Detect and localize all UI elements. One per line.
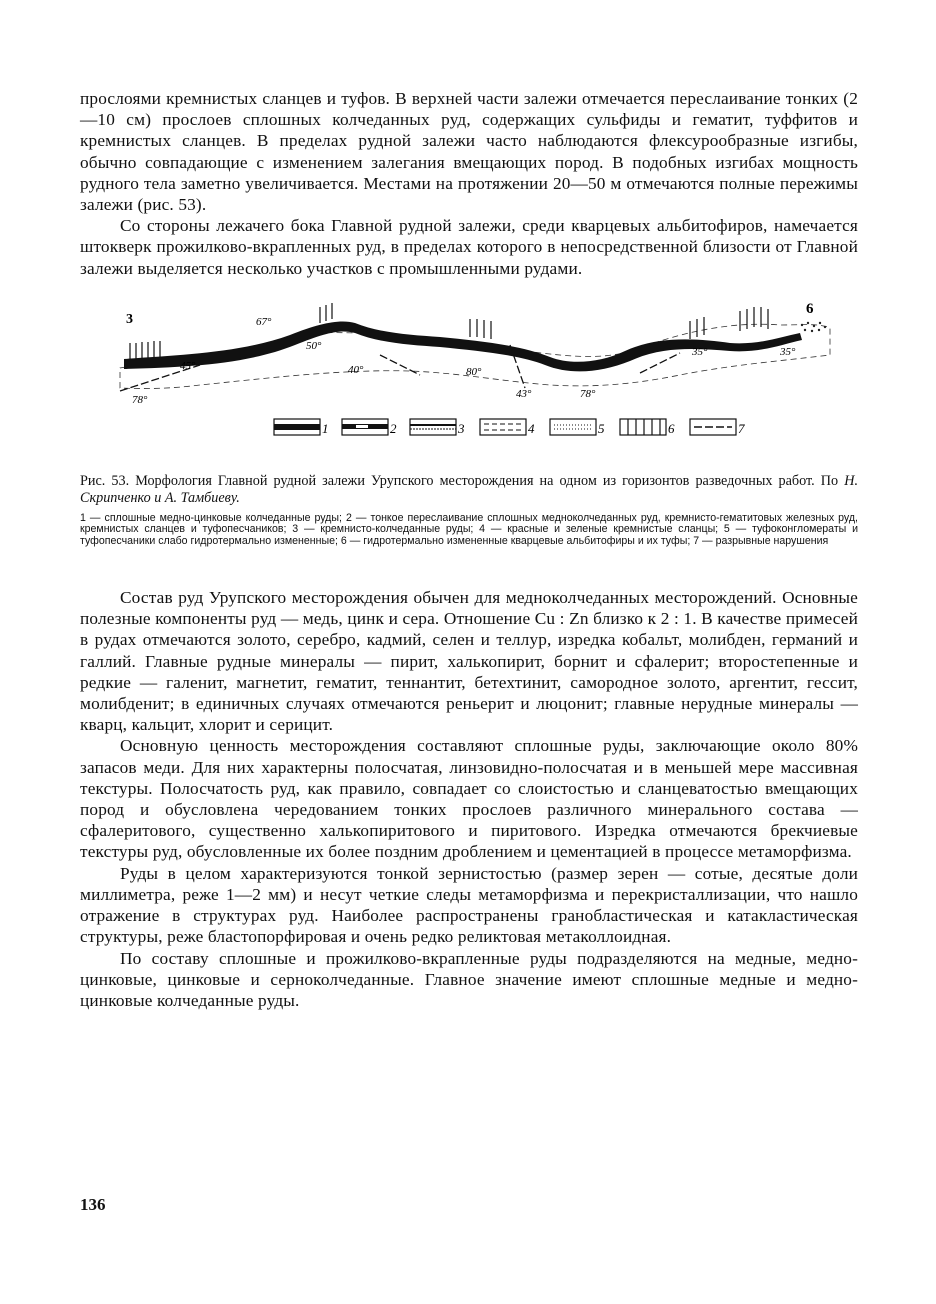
legend-item-4	[480, 419, 535, 436]
legend-number: 4	[528, 420, 535, 436]
legend-number: 7	[738, 420, 745, 436]
legend-item-2	[342, 419, 397, 436]
dip-label: 40°	[348, 363, 364, 376]
dip-label: 67°	[256, 315, 272, 328]
legend-item-6	[620, 419, 675, 436]
paragraph: Состав руд Урупского месторождения обычен для медноколчеданных месторождений. Основные полезные компоненты руд — медь, цинк и сера. Отношение Cu : Zn близко к 2 : 1. В качестве примесей в рудах отмечаются золото, серебро, кадмий, селен и теллур, изредка кобальт, молибден, германий и галлий. Главные рудные минералы — пирит, халькопирит, борнит и сфалерит; второстепенные и редкие — галенит, магнетит, гематит, теннантит, бетехтинит, самородное золото, аргентит, гессит, молибденит; в единичных случаях отмечаются реньерит и люцонит; главные нерудные минералы — кварц, кальцит, хлорит и серицит.	[80, 588, 858, 735]
dip-label: 78°	[580, 387, 596, 400]
caption-main: Рис. 53. Морфология Главной рудной залежи Урупского месторождения на одном из горизонтов разведочных работ. По	[80, 472, 845, 489]
figure-caption	[80, 473, 858, 507]
legend-number: 6	[668, 420, 675, 436]
paragraph: Руды в целом характеризуются тонкой зернистостью (размер зерен — сотые, десятые доли миллиметра, реже 1—2 мм) и несут четкие следы метаморфизма и перекристаллизации, что нашло отражение в структурах руд. Наиболее распространены гранобластическая и катакластическая структуры, реже бластопорфировая и очень редко реликтовая метаколлоидная.	[80, 863, 858, 947]
legend-item-3	[410, 419, 465, 436]
geologic-section-figure	[80, 293, 858, 471]
dip-label: 80°	[466, 365, 482, 378]
paragraph: Основную ценность месторождения составляют сплошные руды, заключающие около 80% запасов меди. Для них характерны полосчатая, линзовидно-полосчатая и в меньшей мере массивная текстуры. Полосчатость руд, как правило, совпадает со слоистостью и сланцеватостью вмещающих пород и обусловлена чередованием тонких прослоев различного минерального состава — сфалеритового, существенно халькопиритового и пиритового. Изредка отмечаются брекчиевые текстуры руд, обусловленные их более поздним дроблением и цементацией в процессе метаморфизма.	[80, 736, 858, 862]
legend-item-7	[690, 419, 745, 436]
section-label-right: 6	[806, 300, 814, 317]
page-number: 136	[80, 1195, 106, 1214]
section-label-left: 3	[126, 311, 133, 327]
paragraph: Со стороны лежачего бока Главной рудной залежи, среди кварцевых альбитофиров, намечается штокверк прожилково-вкрапленных руд, в пределах которого в непосредственной близости от Главной залежи выделяется несколько участков с промышленными рудами.	[80, 216, 858, 278]
legend-number: 5	[598, 420, 605, 436]
tuff-conglomerate-dots	[801, 322, 826, 332]
caption-authors: Н. Скрипченко и А. Тамбиеву.	[80, 472, 858, 506]
dip-label: 50°	[306, 339, 322, 352]
legend-item-1	[274, 419, 329, 436]
dip-label: 78°	[132, 393, 148, 406]
legend-number: 3	[458, 420, 465, 436]
section-drawing	[80, 293, 858, 471]
paragraph: По составу сплошные и прожилково-вкрапленные руды подразделяются на медные, медно-цинковые, цинковые и серноколчеданные. Главное значение имеют сплошные медные и медно-цинковые колчеданные руды.	[80, 948, 858, 1010]
legend	[274, 419, 745, 436]
dip-label: 35°	[780, 345, 796, 358]
paragraph: прослоями кремнистых сланцев и туфов. В верхней части залежи отмечается переслаивание тонких (2—10 см) прослоев сплошных колчеданных руд, содержащих сульфиды и гематит, туффитов и кремнистых сланцев. В пределах рудной залежи часто наблюдаются флексурообразные изгибы, обычно совпадающие с изменением залегания вмещающих пород. В подобных изгибах мощность рудного тела заметно увеличивается. Местами на протяжении 20—50 м отмечаются полные пережимы залежи (рис. 53).	[80, 89, 858, 215]
legend-item-5	[550, 419, 605, 436]
dip-label: 43°	[516, 387, 532, 400]
dip-label: 45°	[180, 359, 196, 372]
caption-legend: 1 — сплошные медно-цинковые колчеданные руды; 2 — тонкое переслаивание сплошных медноколчеданных руд, кремнисто-гематитовых железных руд, кремнистых сланцев и туфопесчаников; 3 — кремнисто-колчеданные руды; 4 — красные и зеленые кремнистые сланцы; 5 — туфоконгломераты и туфопесчаники слабо гидротермально измененные; 6 — гидротермально измененные кварцевые альбитофиры и их туфы; 7 — разрывные нарушения	[80, 511, 858, 547]
legend-number: 2	[390, 420, 397, 436]
dip-label: 35°	[692, 345, 708, 358]
legend-number: 1	[322, 420, 329, 436]
page-body	[80, 88, 858, 1011]
